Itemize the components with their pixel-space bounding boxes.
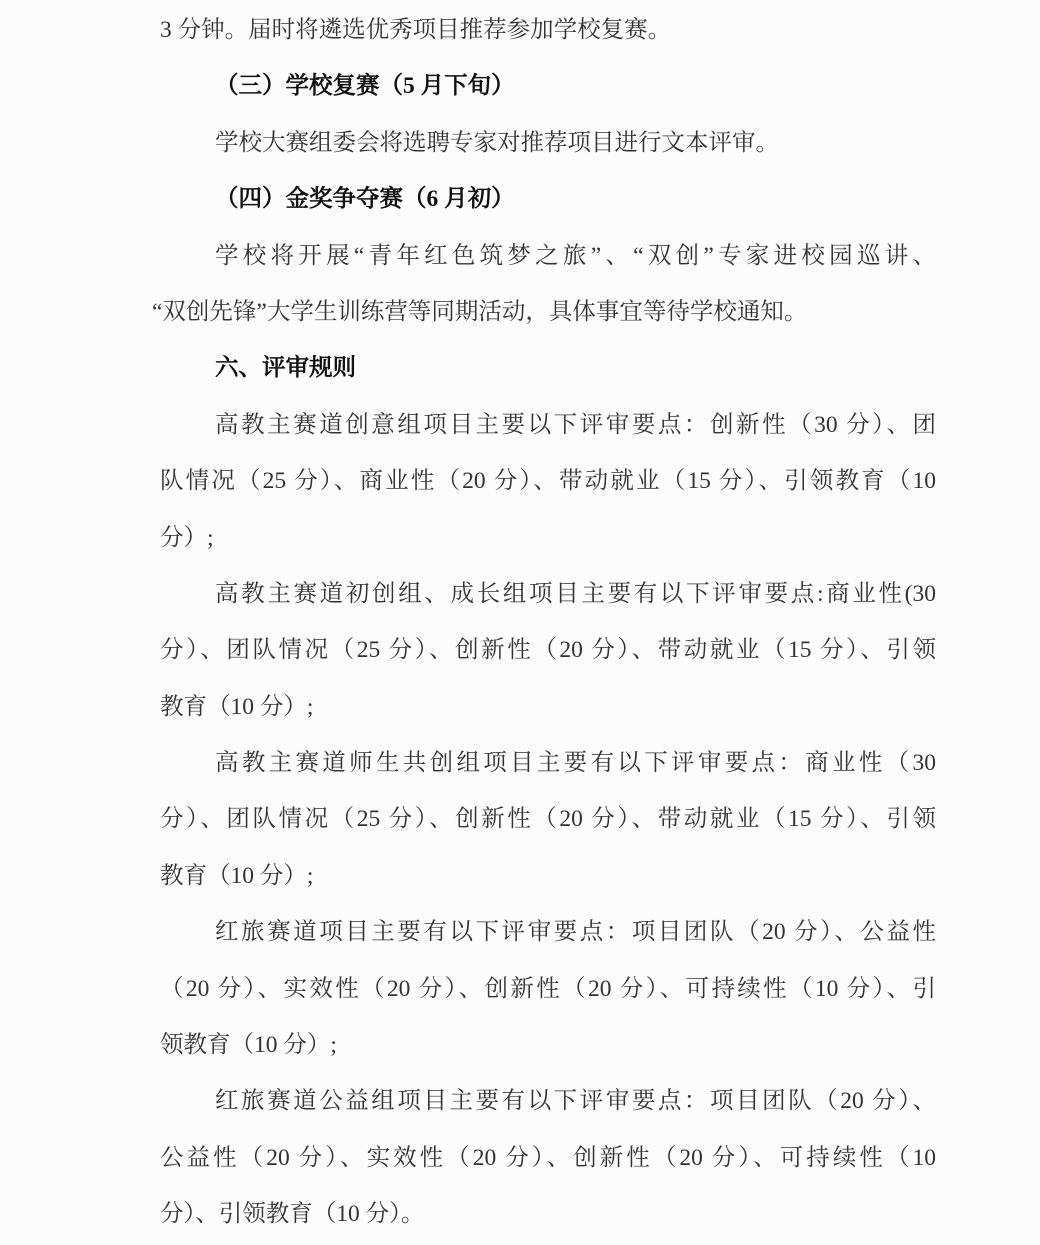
doc-line: 公益性（20 分）、实效性（20 分）、创新性（20 分）、可持续性（10 <box>160 1144 936 1171</box>
heading-review-rules: 六、评审规则 <box>215 355 356 382</box>
doc-line: 学校将开展“青年红色筑梦之旅”、“双创”专家进校园巡讲、 <box>215 242 936 269</box>
doc-line: 教育（10 分）; <box>160 862 314 889</box>
doc-line: “双创先锋”大学生训练营等同期活动，具体事宜等待学校通知。 <box>152 298 808 325</box>
doc-line: 高教主赛道师生共创组项目主要有以下评审要点：商业性（30 <box>215 750 936 777</box>
doc-line: 红旅赛道公益组项目主要有以下评审要点：项目团队（20 分）、 <box>215 1088 936 1115</box>
doc-line: 红旅赛道项目主要有以下评审要点：项目团队（20 分）、公益性 <box>215 919 936 946</box>
doc-line: （20 分）、实效性（20 分）、创新性（20 分）、可持续性（10 分）、引 <box>160 975 936 1002</box>
doc-line: 教育（10 分）; <box>160 693 314 720</box>
doc-line: 高教主赛道初创组、成长组项目主要有以下评审要点:商业性(30 <box>215 580 936 607</box>
doc-line: 分）; <box>160 524 214 551</box>
doc-line: 分）、团队情况（25 分）、创新性（20 分）、带动就业（15 分）、引领 <box>160 806 936 833</box>
doc-line: 队情况（25 分）、商业性（20 分）、带动就业（15 分）、引领教育（10 <box>160 468 936 495</box>
doc-line: 分）、团队情况（25 分）、创新性（20 分）、带动就业（15 分）、引领 <box>160 637 936 664</box>
doc-line: 学校大赛组委会将选聘专家对推荐项目进行文本评审。 <box>215 129 779 156</box>
heading-school-rematch: （三）学校复赛（5 月下旬） <box>215 73 515 100</box>
doc-line: 高教主赛道创意组项目主要以下评审要点：创新性（30 分）、团 <box>215 411 936 438</box>
doc-line: 分）、引领教育（10 分）。 <box>160 1201 425 1228</box>
doc-line: 领教育（10 分）; <box>160 1032 337 1059</box>
heading-gold-final: （四）金奖争夺赛（6 月初） <box>215 186 515 213</box>
doc-line-continuation: 3 分钟。届时将遴选优秀项目推荐参加学校复赛。 <box>160 17 672 43</box>
